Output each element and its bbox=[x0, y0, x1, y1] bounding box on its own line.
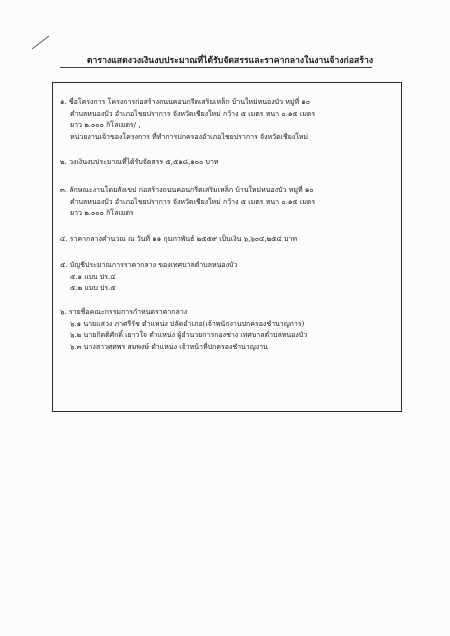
title-underline bbox=[60, 67, 372, 68]
document-title: ตารางแสดงวงเงินงบประมาณที่ได้รับจัดสรรและราคากลางในงานจ้างก่อสร้าง bbox=[86, 56, 374, 66]
pen-stroke-mark bbox=[31, 34, 51, 50]
section-line: ยาว ๒.๐๐๐ กิโลเมตร/ , bbox=[70, 121, 141, 130]
section-line: ๑. ชื่อโครงการ โครงการก่อสร้างถนนคอนกรีตเสริมเหล็ก บ้านใหม่หนองบัว หมู่ที่ ๑๐ bbox=[60, 98, 311, 106]
section-line: ๖. รายชื่อคณะกรรมการกำหนดราคากลาง bbox=[60, 308, 188, 316]
section-line: ตำบลหนองบัว อำเภอไชยปราการ จังหวัดเชียงใหม่ กว้าง ๕ เมตร หนา ๐.๑๕ เมตร bbox=[70, 109, 316, 118]
section-line: ๒. วงเงินงบประมาณที่ได้รับจัดสรร ๕,๕๑๘,๑๐๐ บาท bbox=[60, 158, 219, 166]
section-line: ตำบลหนองบัว อำเภอไชยปราการ จังหวัดเชียงใหม่ กว้าง ๕ เมตร หนา ๐.๑๕ เมตร bbox=[70, 197, 316, 206]
section-line: หน่วยงานเจ้าของโครงการ ที่ทำการปกครองอำเภอไชยปราการ จังหวัดเชียงใหม่ bbox=[70, 132, 308, 141]
section-line: ๕.๒ แบบ ปร.๕ bbox=[70, 284, 116, 293]
section-line: ๖.๑ นายแสวง ภาศรีรัช ตำแหน่ง ปลัดอำเภอ(เจ้าพนักงานปกครองชำนาญการ) bbox=[70, 319, 305, 328]
section-line: ๕. บัญชีประมาณการราคากลาง ของเทศบาลตำบลหนองบัว bbox=[60, 261, 238, 269]
section-line: ๕.๑ แบบ ปร.๔ bbox=[70, 272, 116, 281]
section-committee bbox=[60, 307, 395, 353]
section-estimate-list bbox=[60, 260, 395, 295]
section-line: ๖.๒ นายกิตติศักดิ์ เยาวใจ ตำแหน่ง ผู้อำนวยการกองช่าง เทศบาลตำบลหนองบัว bbox=[70, 331, 308, 340]
section-median-price bbox=[60, 234, 395, 246]
section-line: ๓. ลักษณะงานโดยสังเขป ก่อสร้างถนนคอนกรีตเสริมเหล็ก บ้านใหม่หนองบัว หมู่ที่ ๑๐ bbox=[60, 186, 314, 194]
section-line: ๔. ราคากลางคำนวณ ณ วันที่ ๑๑ กุมภาพันธ์ ๒๕๕๙ เป็นเงิน ๖,๖๐๔,๒๕๔ บาท bbox=[60, 235, 297, 243]
section-budget bbox=[60, 157, 395, 169]
section-project-name bbox=[60, 97, 395, 143]
section-line: ยาว ๒.๐๐๐ กิโลเมตร bbox=[70, 209, 134, 218]
section-line: ๖.๓ นางสาวศศพร สมพงษ์ ตำแหน่ง เจ้าหน้าที่ปกครองชำนาญงาน bbox=[70, 342, 268, 351]
section-work-description bbox=[60, 185, 395, 220]
